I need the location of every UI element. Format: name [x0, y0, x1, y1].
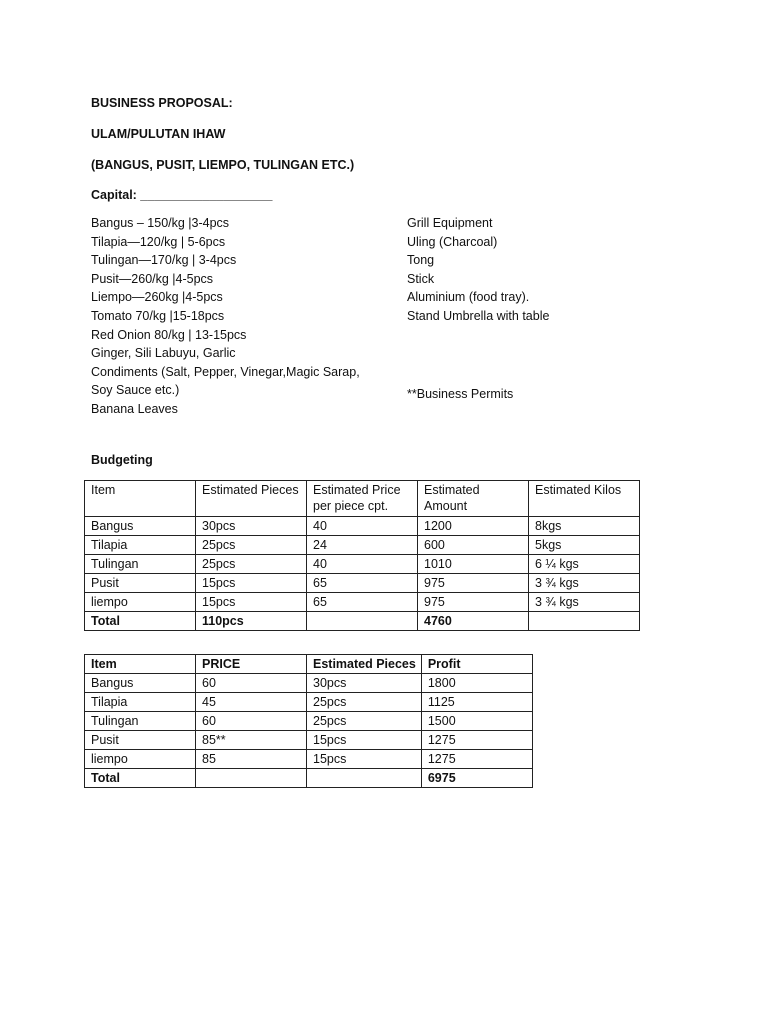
table-cell: liempo: [85, 750, 196, 769]
table-header-row: [85, 655, 533, 674]
list-item: Tulingan—170/kg | 3-4pcs: [91, 253, 237, 268]
table-cell: Pusit: [85, 574, 196, 593]
table-cell: 975: [418, 593, 529, 612]
table-cell: 5kgs: [529, 536, 640, 555]
table-total-row: [85, 769, 533, 788]
table-cell: 600: [418, 536, 529, 555]
table-cell: 8kgs: [529, 517, 640, 536]
table-cell: 15pcs: [196, 593, 307, 612]
table-cell: 1800: [421, 674, 532, 693]
list-item: Pusit—260/kg |4-5pcs: [91, 271, 214, 286]
table-cell: 25pcs: [307, 693, 422, 712]
table-header-cell: Estimated Kilos: [529, 481, 640, 517]
table-header-row: [85, 481, 640, 517]
table-cell: 15pcs: [307, 750, 422, 769]
table-header-cell: Item: [85, 655, 196, 674]
list-item: Condiments (Salt, Pepper, Vinegar,Magic Sarap,: [91, 364, 360, 379]
list-item: Stand Umbrella with table: [407, 308, 550, 323]
list-item: Stick: [407, 271, 435, 286]
list-item: Banana Leaves: [91, 401, 178, 416]
table-row: [85, 693, 533, 712]
table-cell: Bangus: [85, 674, 196, 693]
table-cell: 85: [196, 750, 307, 769]
table-cell: Tilapia: [85, 693, 196, 712]
table-cell: [307, 612, 418, 631]
table-cell: 25pcs: [307, 712, 422, 731]
table-cell: [529, 612, 640, 631]
document-title: BUSINESS PROPOSAL:: [91, 96, 233, 110]
table-cell: 3 ¾ kgs: [529, 574, 640, 593]
profit-table: [84, 654, 533, 788]
list-item: Tilapia—120/kg | 5-6pcs: [91, 234, 226, 249]
table-cell: Pusit: [85, 731, 196, 750]
table-row: [85, 750, 533, 769]
table-row: [85, 593, 640, 612]
table-cell: 1125: [421, 693, 532, 712]
table-header-cell: Estimated Amount: [418, 481, 529, 517]
table-cell: 1275: [421, 750, 532, 769]
list-item: Bangus – 150/kg |3-4pcs: [91, 216, 230, 230]
list-item: Uling (Charcoal): [407, 234, 498, 249]
table-cell: Total: [85, 612, 196, 631]
table-cell: 65: [307, 574, 418, 593]
table-cell: 1275: [421, 731, 532, 750]
table-cell: 60: [196, 712, 307, 731]
table-cell: 975: [418, 574, 529, 593]
table-header-cell: Estimated Price per piece cpt.: [307, 481, 418, 517]
equipment-list: [407, 214, 549, 326]
document-subtitle: ULAM/PULUTAN IHAW: [91, 127, 226, 141]
table-cell: 30pcs: [196, 517, 307, 536]
table-cell: 85**: [196, 731, 307, 750]
table-cell: 1010: [418, 555, 529, 574]
table-cell: 65: [307, 593, 418, 612]
table-cell: 45: [196, 693, 307, 712]
list-item: Grill Equipment: [407, 216, 493, 230]
table-row: [85, 674, 533, 693]
table-header-cell: Estimated Pieces: [307, 655, 422, 674]
table-cell: Tulingan: [85, 555, 196, 574]
list-item: Tomato 70/kg |15-18pcs: [91, 308, 225, 323]
table-cell: 15pcs: [307, 731, 422, 750]
list-item: Liempo—260kg |4-5pcs: [91, 290, 223, 305]
table-cell: Bangus: [85, 517, 196, 536]
table-cell: [196, 769, 307, 788]
items-heading: (BANGUS, PUSIT, LIEMPO, TULINGAN ETC.): [91, 158, 355, 172]
budgeting-heading: Budgeting: [91, 453, 153, 467]
table-row: [85, 574, 640, 593]
list-item: Aluminium (food tray).: [407, 290, 530, 305]
list-item: Soy Sauce etc.): [91, 383, 180, 398]
table-cell: 30pcs: [307, 674, 422, 693]
table-cell: Total: [85, 769, 196, 788]
table-total-row: [85, 612, 640, 631]
table-cell: 24: [307, 536, 418, 555]
list-item: Ginger, Sili Labuyu, Garlic: [91, 346, 236, 361]
table-cell: liempo: [85, 593, 196, 612]
table-header-cell: PRICE: [196, 655, 307, 674]
table-row: [85, 712, 533, 731]
table-row: [85, 731, 533, 750]
table-cell: 1500: [421, 712, 532, 731]
table-header-cell: Profit: [421, 655, 532, 674]
capital-label: Capital: ___________________: [91, 188, 273, 202]
table-cell: 25pcs: [196, 536, 307, 555]
table-cell: Tilapia: [85, 536, 196, 555]
table-row: [85, 517, 640, 536]
table-cell: 60: [196, 674, 307, 693]
table-cell: 4760: [418, 612, 529, 631]
budget-table: [84, 480, 640, 631]
table-row: [85, 555, 640, 574]
list-item: Red Onion 80/kg | 13-15pcs: [91, 327, 247, 342]
table-cell: [307, 769, 422, 788]
table-cell: 6 ¼ kgs: [529, 555, 640, 574]
table-cell: 40: [307, 517, 418, 536]
table-cell: 40: [307, 555, 418, 574]
ingredients-list: [91, 214, 360, 419]
table-cell: 25pcs: [196, 555, 307, 574]
table-cell: 6975: [421, 769, 532, 788]
table-header-cell: Item: [85, 481, 196, 517]
table-row: [85, 536, 640, 555]
list-item: Tong: [407, 253, 435, 268]
table-cell: 1200: [418, 517, 529, 536]
business-permits-note: **Business Permits: [407, 387, 514, 401]
table-cell: Tulingan: [85, 712, 196, 731]
table-cell: 3 ¾ kgs: [529, 593, 640, 612]
table-cell: 15pcs: [196, 574, 307, 593]
table-header-cell: Estimated Pieces: [196, 481, 307, 517]
table-cell: 110pcs: [196, 612, 307, 631]
